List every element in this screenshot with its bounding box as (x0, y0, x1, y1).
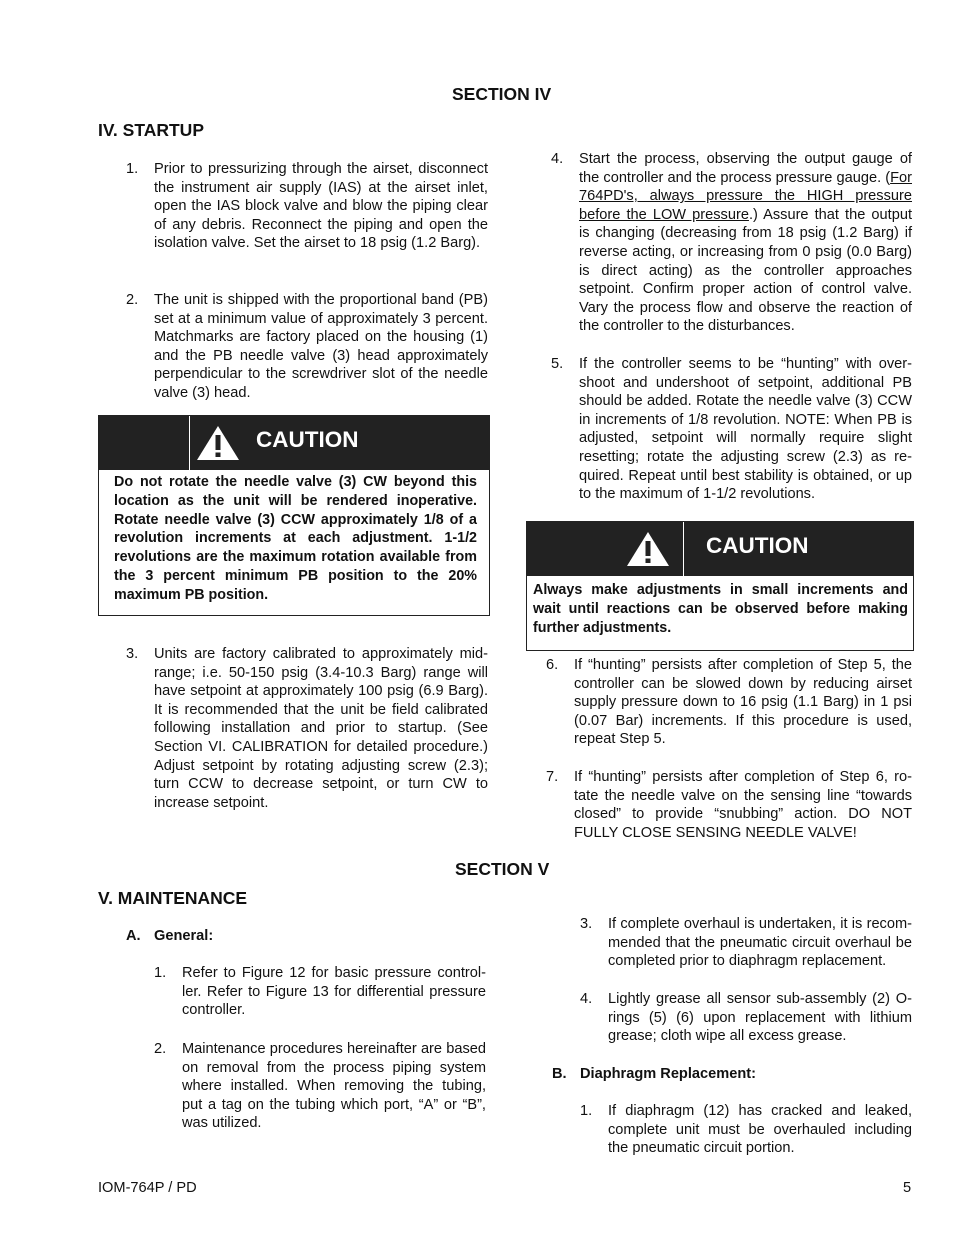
subsection-a-letter: A. (126, 928, 141, 944)
caution-box-needle-valve (98, 415, 490, 616)
section-iv-label: SECTION IV (452, 84, 552, 104)
caution-header (527, 522, 913, 576)
item-text: If the controller seems to be “hunting” with over-shoot and undershoot of setpoint, additional PB should be added. Rotate the needle valve (3) CCW in increments of 1/8 revolution. NOTE: When PB is adjusted, setpoint will normally require slight resetting; rotate the adjusting screw (2.3) as re-quired. Repeat until best stability is obtained, or up to the maximum of 1-1/2 revolutions. (579, 356, 912, 503)
item-number: 3. (126, 646, 139, 662)
item-number: 2. (154, 1041, 167, 1057)
page-number: 5 (903, 1180, 912, 1196)
caution-header (99, 416, 489, 470)
caution-box-adjustments (526, 521, 914, 651)
item-number: 1. (126, 161, 139, 177)
item-number: 1. (580, 1103, 593, 1119)
item-text: If “hunting” persists after completion of Step 6, ro-tate the needle valve on the sensing line “towards closed” to provide “snubbing” action. DO NOT FULLY CLOSE SENSING NEEDLE VALVE! (574, 769, 912, 841)
item-number: 4. (551, 151, 564, 167)
item-text: Refer to Figure 12 for basic pressure control-ler. Refer to Figure 13 for differential pressure controller. (182, 965, 486, 1019)
document-id: IOM-764P / PD (98, 1180, 197, 1196)
startup-heading: IV. STARTUP (98, 120, 204, 140)
subsection-b-title: Diaphragm Replacement: (580, 1066, 756, 1082)
item-text: Units are factory calibrated to approximately mid-range; i.e. 50-150 psig (3.4-10.3 Barg) range will have setpoint at approximately 100 psig (6.9 Barg). It is recommended that the unit be field calibrated following installation and prior to startup. (See Section VI. CALIBRATION for detailed procedure.) Adjust setpoint by rotating adjusting screw (2.3); turn CCW to decrease setpoint, or turn CW to increase setpoint. (154, 646, 488, 811)
item-number: 6. (546, 657, 559, 673)
item-number: 4. (580, 991, 593, 1007)
warning-triangle-icon (196, 425, 240, 461)
item-text: If complete overhaul is undertaken, it is recom-mended that the pneumatic circuit overhaul be completed prior to diaphragm replacement. (608, 916, 912, 970)
warning-icon-cell (99, 416, 190, 470)
maintenance-heading: V. MAINTENANCE (98, 888, 248, 908)
item-text: Prior to pressurizing through the airset, disconnect the instrument air supply (IAS) at the airset inlet, open the IAS block valve and blow the piping clear of any debris. Reconnect the piping and open the isolation valve. Set the airset to 18 psig (1.2 Barg). (154, 161, 488, 252)
caution-label: CAUTION (256, 427, 359, 452)
item-text: If diaphragm (12) has cracked and leaked, complete unit must be overhauled including the pneumatic circuit portion. (608, 1103, 912, 1157)
item-text (579, 150, 912, 336)
caution-label: CAUTION (706, 533, 809, 558)
item-number: 7. (546, 769, 559, 785)
item-number: 2. (126, 292, 139, 308)
caution-text: Do not rotate the needle valve (3) CW beyond this location as the unit will be rendered inoperative. Rotate needle valve (3) CCW approximately 1/8 of a revolution increments at each adjustment. 1-1/2 revolutions are the maximum rotation available from the 3 percent minimum PB position to the 20% maximum PB position. (114, 474, 477, 603)
item-text: Lightly grease all sensor sub-assembly (2) O-rings (5) (6) upon replacement with lithium grease; cloth wipe all excess grease. (608, 991, 912, 1045)
subsection-b-letter: B. (552, 1066, 567, 1082)
item-text-part: Start the process, observing the output gauge of the controller and the process pressure gauge. ( (579, 151, 912, 186)
item-number: 3. (580, 916, 593, 932)
item-text: Maintenance procedures hereinafter are based on removal from the process piping system where installed. When removing the tubing, put a tag on the tubing which port, “A” or “B”, was utilized. (182, 1041, 486, 1132)
subsection-a-title: General: (154, 928, 214, 944)
item-text: If “hunting” persists after completion of Step 5, the controller can be slowed down by reducing airset supply pressure down to 16 psig (1.1 Barg) in 1 psi (0.07 Bar) increments. If this procedure is used, repeat Step 5. (574, 657, 912, 748)
item-text: The unit is shipped with the proportional band (PB) set at a minimum value of approximately 3 percent. Matchmarks are factory placed on the housing (1) and the PB needle valve (3) head approximately perpendicular to the screwdriver slot of the needle valve (3) head. (154, 292, 488, 401)
caution-text: Always make adjustments in small increments and wait until reactions can be observed before making further adjustments. (533, 582, 908, 636)
section-v-label: SECTION V (455, 859, 550, 879)
item-text-part: .) Assure that the output is changing (decreasing from 18 psig (1.2 Barg) if reverse acting, or increasing from 0 psig (0.0 Barg) is direct acting) as the controller approaches setpoint. Confirm proper action of control valve. Vary the process flow and observe the reaction of the controller to the disturbances. (579, 206, 912, 335)
item-text-underlined: For 764PD's, always pressure the HIGH pressure before the LOW pressure (579, 169, 912, 223)
item-number: 5. (551, 356, 564, 372)
warning-triangle-icon (626, 531, 670, 567)
item-number: 1. (154, 965, 167, 981)
